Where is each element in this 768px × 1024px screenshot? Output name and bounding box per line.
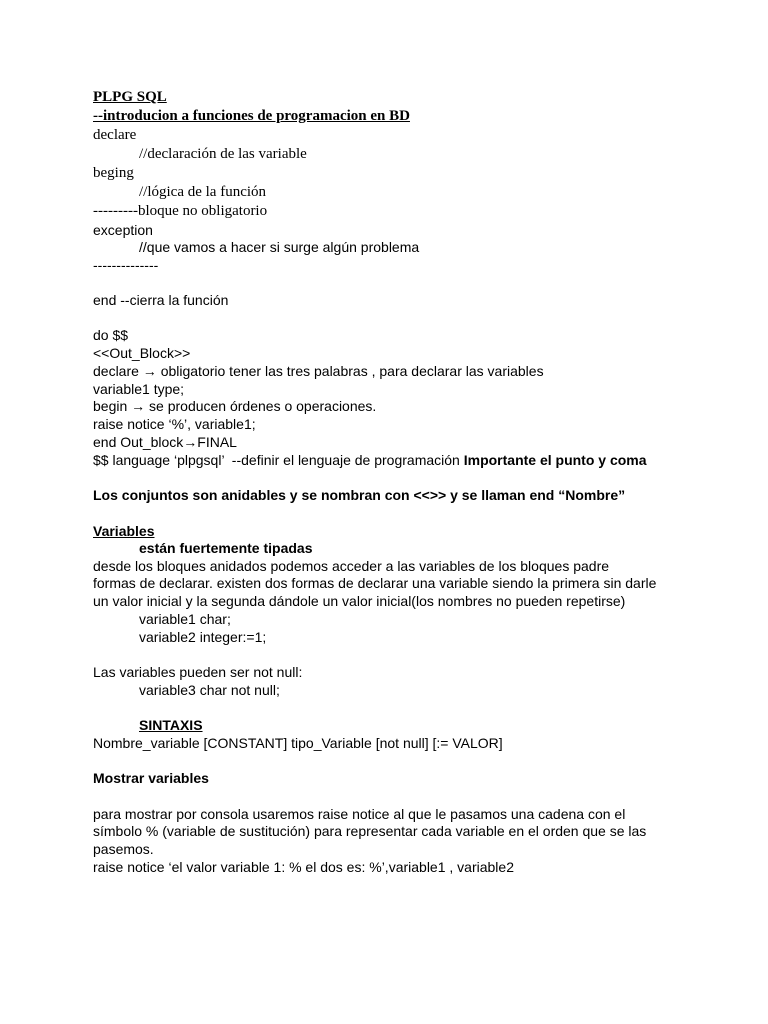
var3-not-null-line: variable3 char not null; (139, 682, 280, 698)
declare-keyword: declare (93, 127, 137, 143)
show-variables-heading: Mostrar variables (93, 770, 209, 786)
raise-example-line: raise notice ‘el valor variable 1: % el dos es: %’,variable1 , variable2 (93, 859, 514, 875)
exception-comment: //que vamos a hacer si surge algún problema (139, 239, 420, 255)
language-line (93, 451, 647, 469)
paragraph-line: formas de declarar. existen dos formas de declarar una variable siendo la primera sin darle (93, 575, 657, 591)
optional-block-line: ---------bloque no obligatorio (93, 203, 268, 219)
end-out-block-line: end Out_block→FINAL (93, 434, 237, 450)
strongly-typed-note: están fuertemente tipadas (139, 540, 313, 556)
dashes-line: -------------- (93, 257, 159, 273)
declare-arrow-line: declare → obligatorio tener las tres palabras , para declarar las variables (93, 363, 544, 379)
do-line: do $$ (93, 327, 129, 343)
logic-comment: //lógica de la función (139, 184, 267, 200)
var2-integer-line: variable2 integer:=1; (139, 629, 267, 645)
paragraph-line: pasemos. (93, 841, 154, 857)
begin-arrow-line: begin → se producen órdenes o operaciones. (93, 398, 377, 414)
syntax-line: Nombre_variable [CONSTANT] tipo_Variable [not null] [:= VALOR] (93, 735, 503, 751)
doc-subtitle: --introducion a funciones de programacion en BD (93, 108, 410, 124)
var1-char-line: variable1 char; (139, 611, 231, 627)
paragraph-line: símbolo % (variable de sustitución) para representar cada variable en el orden que se las (93, 823, 647, 839)
paragraph-line: para mostrar por consola usaremos raise notice al que le pasamos una cadena con el (93, 806, 626, 822)
end-line: end --cierra la función (93, 292, 229, 308)
doc-title: PLPG SQL (93, 89, 167, 105)
exception-keyword: exception (93, 222, 153, 238)
out-block-label: <<Out_Block>> (93, 345, 191, 361)
paragraph-line: desde los bloques anidados podemos acceder a las variables de los bloques padre (93, 558, 610, 574)
language-text: $$ language ‘plpgsql’ --definir el lenguaje de programación (93, 452, 464, 468)
variable1-type-line: variable1 type; (93, 381, 185, 397)
beging-keyword: beging (93, 165, 134, 181)
declare-comment: //declaración de las variable (139, 146, 307, 162)
paragraph-line: un valor inicial y la segunda dándole un valor inicial(los nombres no pueden repetirse) (93, 593, 626, 609)
not-null-intro: Las variables pueden ser not null: (93, 664, 303, 680)
language-important-note: Importante el punto y coma (463, 452, 647, 468)
variables-heading: Variables (93, 523, 155, 539)
raise-notice-line: raise notice ‘%’, variable1; (93, 416, 256, 432)
nested-blocks-note: Los conjuntos son anidables y se nombran con <<>> y se llaman end “Nombre” (93, 487, 626, 503)
syntax-heading: SINTAXIS (139, 717, 203, 733)
